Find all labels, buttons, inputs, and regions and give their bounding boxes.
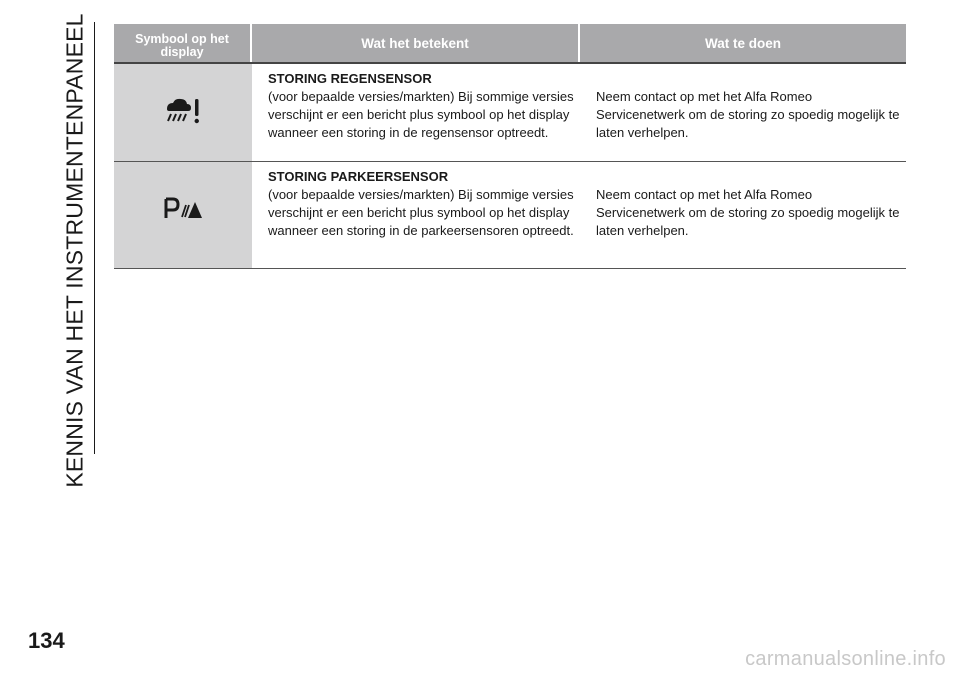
- section-title-vertical: [54, 12, 96, 488]
- warning-table: [114, 24, 906, 269]
- section-divider: [94, 22, 95, 454]
- table-header: [114, 24, 906, 64]
- page-number: 134: [28, 628, 65, 653]
- symbol-cell: [114, 64, 252, 161]
- rain-sensor-warning-icon: [163, 96, 203, 126]
- row-meaning: (voor bepaalde versies/markten) Bij sommige versies verschijnt er een bericht plus symbool op het display wanneer een storing in de regensensor optreedt.: [268, 89, 574, 140]
- action-cell: Neem contact op met het Alfa Romeo Servicenetwerk om de storing zo spoedig mogelijk te laten verhelpen.: [596, 89, 900, 140]
- action-cell: Neem contact op met het Alfa Romeo Servicenetwerk om de storing zo spoedig mogelijk te laten verhelpen.: [596, 187, 900, 238]
- section-title-text: KENNIS VAN HET INSTRUMENTENPANEEL: [61, 12, 88, 488]
- header-meaning: Wat het betekent: [252, 24, 580, 62]
- header-symbol: Symbool op het display: [114, 24, 252, 62]
- meaning-cell: [252, 64, 580, 161]
- watermark: carmanualsonline.info: [745, 648, 946, 670]
- symbol-cell: [114, 162, 252, 268]
- row-title: STORING REGENSENSOR: [268, 71, 432, 86]
- table-row: [114, 64, 906, 162]
- parking-sensor-warning-icon: [163, 196, 203, 222]
- meaning-cell: [252, 162, 580, 268]
- row-meaning: (voor bepaalde versies/markten) Bij sommige versies verschijnt er een bericht plus symbool op het display wanneer een storing in de parkeersensoren optreedt.: [268, 187, 574, 238]
- row-title: STORING PARKEERSENSOR: [268, 169, 449, 184]
- header-action: Wat te doen: [705, 35, 781, 51]
- table-row: [114, 162, 906, 269]
